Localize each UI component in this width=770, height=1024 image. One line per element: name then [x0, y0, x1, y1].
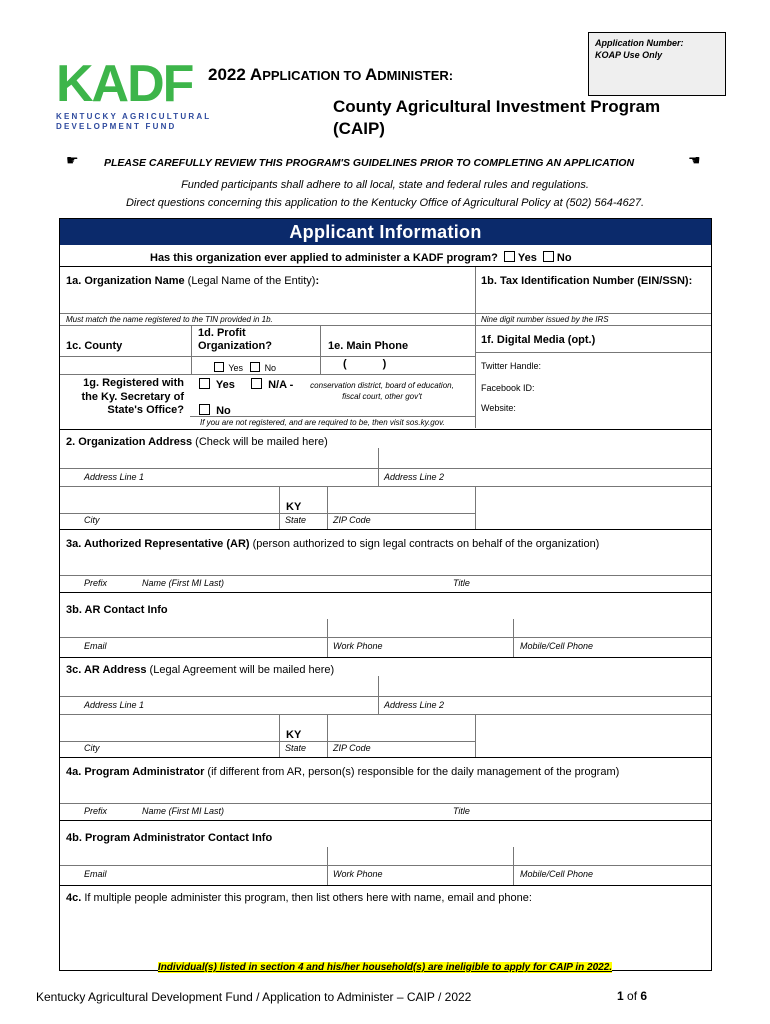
profit-yes-checkbox[interactable] [214, 362, 224, 372]
registered-sos-label: 1g. Registered with the Ky. Secretary of State's Office? [81, 377, 184, 416]
county-label: 1c. County [66, 340, 123, 352]
other-admins-input[interactable] [62, 906, 709, 956]
website-field[interactable]: Website: [481, 403, 516, 413]
org-address-label: 2. Organization Address (Check will be mailed here) [66, 436, 328, 448]
tax-id-input[interactable] [479, 290, 709, 312]
ar-contact-label: 3b. AR Contact Info [66, 604, 168, 616]
authorized-rep-label: 3a. Authorized Representative (AR) (person authorized to sign legal contracts on behalf of the organization) [66, 538, 600, 550]
ar-mobile-field[interactable]: Mobile/Cell Phone [520, 641, 594, 651]
section-banner: Applicant Information [60, 219, 711, 245]
prior-no-checkbox[interactable] [543, 251, 554, 262]
registered-na-option[interactable]: N/A - [248, 378, 293, 391]
registered-na-checkbox[interactable] [251, 378, 262, 389]
questions-line: Direct questions concerning this application to the Kentucky Office of Agricultural Policy at (502) 564-4627. [125, 197, 645, 209]
page-number: 1 of 6 [617, 989, 648, 1003]
ar-prefix-field[interactable]: Prefix [84, 578, 108, 588]
registered-no-option[interactable]: No [196, 404, 231, 417]
org-city-field[interactable]: City [84, 515, 100, 525]
ar-work-phone-field[interactable]: Work Phone [333, 641, 383, 651]
registered-na-hint: conservation district, board of education, fiscal court, other gov't [310, 381, 454, 401]
pa-email-field[interactable]: Email [84, 869, 107, 879]
other-admins-label: 4c. If multiple people administer this program, then list others here with name, email and phone: [66, 892, 532, 904]
applicant-form [59, 218, 712, 971]
registration-note: If you are not registered, and are required to be, then visit sos.ky.gov. [200, 418, 445, 427]
profit-no-checkbox[interactable] [250, 362, 260, 372]
pointing-hand-left-icon: ☚ [688, 152, 701, 168]
prior-application-question: Has this organization ever applied to administer a KADF program? Yes No [150, 252, 572, 264]
review-notice: PLEASE CAREFULLY REVIEW THIS PROGRAM'S GUIDELINES PRIOR TO COMPLETING AN APPLICATION [104, 157, 635, 169]
pointing-hand-right-icon: ☛ [66, 152, 79, 168]
facebook-id-field[interactable]: Facebook ID: [481, 383, 535, 393]
application-number-label: Application Number: [595, 38, 684, 48]
ar-state-field[interactable]: State [285, 743, 307, 753]
digital-media-label: 1f. Digital Media (opt.) [481, 334, 596, 346]
pa-work-phone-field[interactable]: Work Phone [333, 869, 383, 879]
ar-email-field[interactable]: Email [84, 641, 107, 651]
org-name-note: Must match the name registered to the TIN provided in 1b. [66, 315, 273, 324]
county-input[interactable] [62, 357, 190, 373]
ar-state-value: KY [286, 729, 302, 741]
pa-name-field[interactable]: Name (First MI Last) [142, 806, 225, 816]
ar-address-line1[interactable]: Address Line 1 [84, 700, 145, 710]
logo-letters: KADF [56, 55, 193, 113]
tax-id-label: 1b. Tax Identification Number (EIN/SSN): [481, 275, 693, 287]
main-phone-label: 1e. Main Phone [328, 340, 409, 352]
logo-line-2: DEVELOPMENT FUND [56, 122, 177, 131]
org-state-value: KY [286, 501, 302, 513]
application-number-box [588, 32, 726, 96]
profit-org-label: 1d. Profit Organization? [198, 327, 272, 352]
ar-address-line2[interactable]: Address Line 2 [384, 700, 445, 710]
registered-yes-checkbox[interactable] [199, 378, 210, 389]
pa-contact-label: 4b. Program Administrator Contact Info [66, 832, 273, 844]
org-state-field[interactable]: State [285, 515, 307, 525]
logo-line-1: KENTUCKY AGRICULTURAL [56, 112, 212, 121]
main-phone-input[interactable]: ( ) [343, 358, 387, 370]
org-address-line1[interactable]: Address Line 1 [84, 472, 145, 482]
ar-address-label: 3c. AR Address (Legal Agreement will be mailed here) [66, 664, 335, 676]
ar-name-field[interactable]: Name (First MI Last) [142, 578, 225, 588]
ar-title-field[interactable]: Title [453, 578, 470, 588]
registered-no-checkbox[interactable] [199, 404, 210, 415]
profit-org-options: Yes No [212, 362, 276, 373]
pa-prefix-field[interactable]: Prefix [84, 806, 108, 816]
twitter-handle-field[interactable]: Twitter Handle: [481, 361, 542, 371]
rules-line: Funded participants shall adhere to all local, state and federal rules and regulations. [181, 179, 589, 191]
application-number-note: KOAP Use Only [595, 50, 663, 60]
org-name-input[interactable] [62, 290, 472, 312]
org-address-line2[interactable]: Address Line 2 [384, 472, 445, 482]
kadf-logo [56, 55, 212, 132]
org-zip-field[interactable]: ZIP Code [333, 515, 371, 525]
prior-yes-checkbox[interactable] [504, 251, 515, 262]
ar-city-field[interactable]: City [84, 743, 100, 753]
registered-yes-option[interactable]: Yes [196, 378, 235, 391]
org-name-label: 1a. Organization Name (Legal Name of the Entity): [66, 275, 320, 287]
ar-zip-field[interactable]: ZIP Code [333, 743, 371, 753]
pa-title-field[interactable]: Title [453, 806, 470, 816]
document-title: 2022 APPLICATION TO ADMINISTER: [208, 65, 454, 84]
program-admin-label: 4a. Program Administrator (if different from AR, person(s) responsible for the daily management of the program) [66, 766, 620, 778]
tax-id-note: Nine digit number issued by the IRS [481, 315, 609, 324]
footer-text: Kentucky Agricultural Development Fund / Application to Administer – CAIP / 2022 [36, 990, 472, 1004]
program-title: County Agricultural Investment Program (CAIP) [333, 97, 661, 138]
pa-mobile-field[interactable]: Mobile/Cell Phone [520, 869, 594, 879]
ineligible-note: Individual(s) listed in section 4 and his/her household(s) are ineligible to apply for CAIP in 2022. [157, 962, 613, 973]
